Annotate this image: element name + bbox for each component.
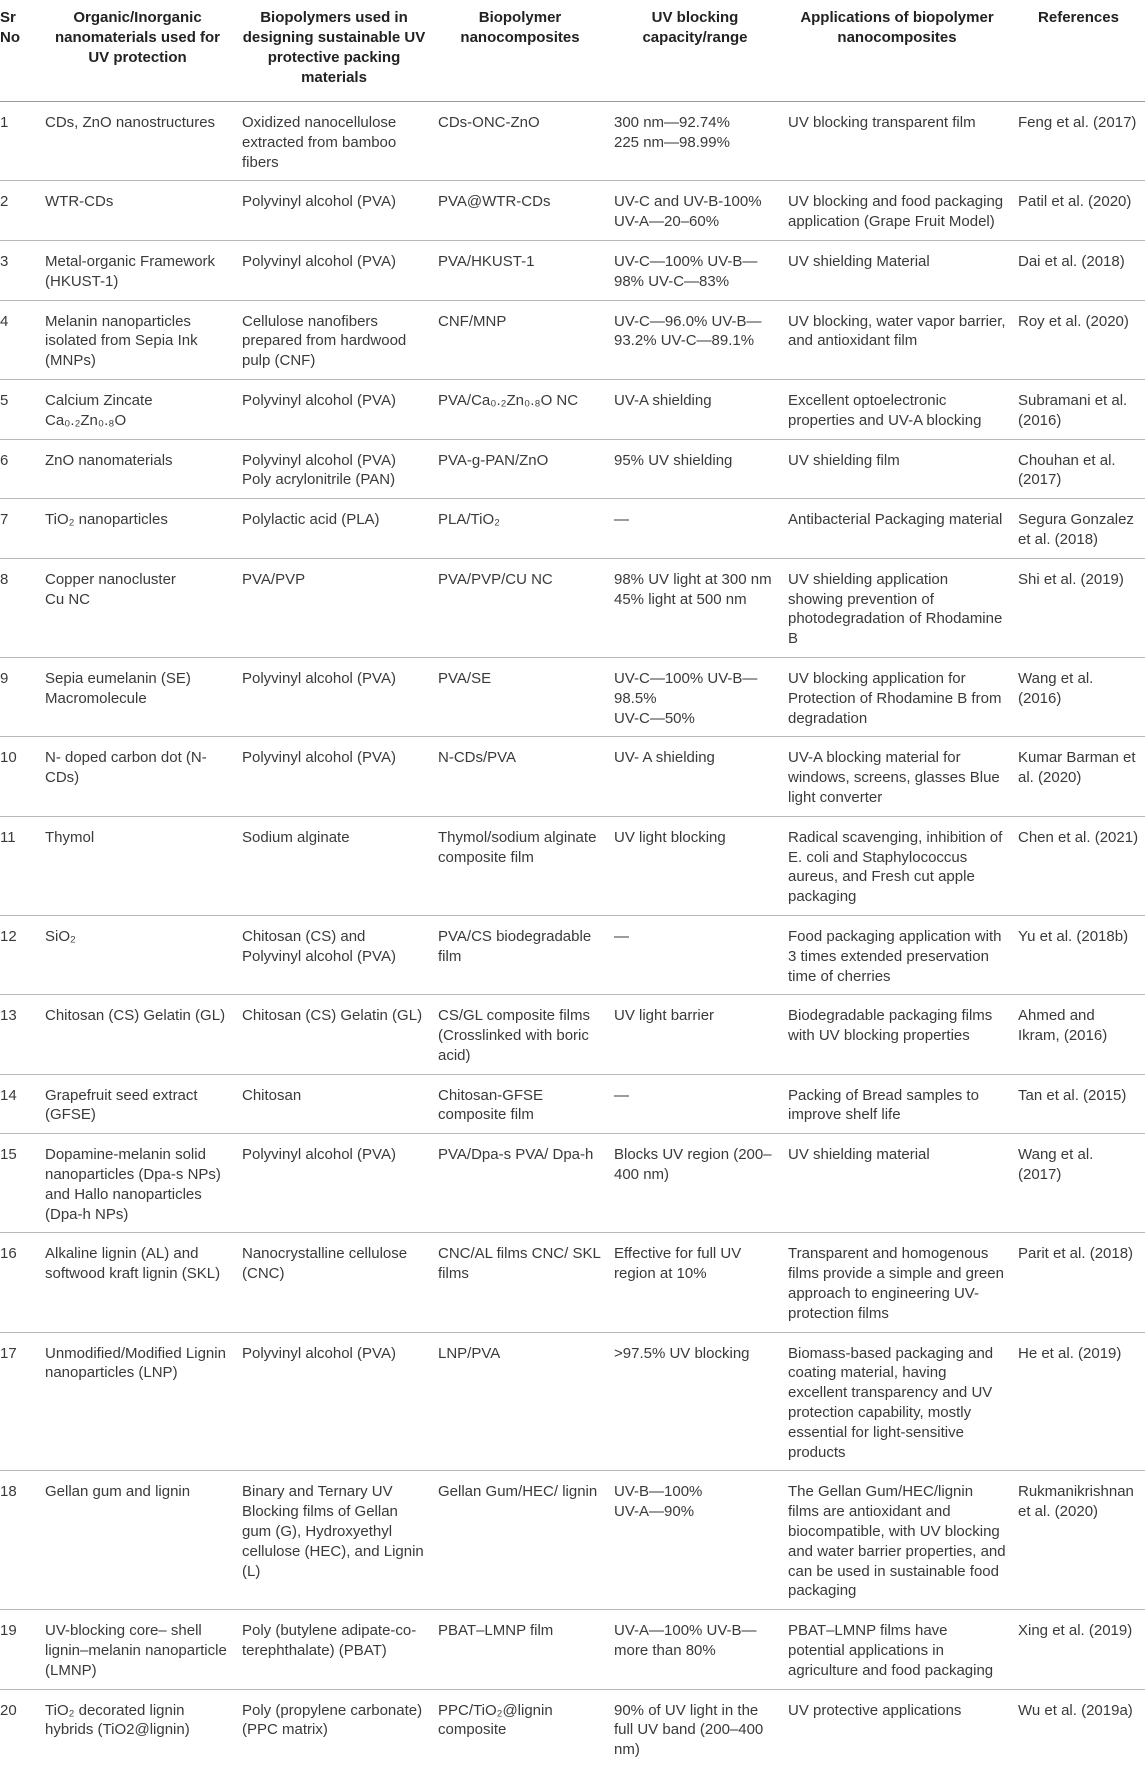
sr-no-cell: 9 [0, 657, 39, 736]
nanocomposite-cell: PVA/Ca₀.₂Zn₀.₈O NC [432, 379, 608, 439]
reference-cell: Xing et al. (2019) [1012, 1610, 1145, 1689]
sr-no-cell: 19 [0, 1610, 39, 1689]
nanocomposite-cell: Gellan Gum/HEC/ lignin [432, 1471, 608, 1610]
application-cell: Transparent and homogenous films provide a simple and green approach to engineering UV-protection films [782, 1233, 1012, 1332]
sr-no-cell: 18 [0, 1471, 39, 1610]
nanomaterial-cell: Sepia eumelanin (SE) Macromolecule [39, 657, 236, 736]
table-row [0, 300, 1145, 379]
uv-capacity-cell: — [608, 1074, 782, 1134]
nanomaterial-cell: Alkaline lignin (AL) and softwood kraft lignin (SKL) [39, 1233, 236, 1332]
header-applications: Applications of biopolymer nanocomposites [782, 0, 1012, 102]
application-cell: UV blocking transparent film [782, 102, 1012, 181]
application-cell: UV shielding Material [782, 240, 1012, 300]
nanomaterial-cell: Grapefruit seed extract (GFSE) [39, 1074, 236, 1134]
table-row [0, 1610, 1145, 1689]
table-row [0, 737, 1145, 816]
sr-no-cell: 14 [0, 1074, 39, 1134]
reference-cell: Ahmed and Ikram, (2016) [1012, 995, 1145, 1074]
uv-capacity-cell: UV-C—100% UV-B—98.5% UV-C—50% [608, 657, 782, 736]
nanocomposite-cell: PVA-g-PAN/ZnO [432, 439, 608, 499]
nanocomposite-cell: CS/GL composite films (Crosslinked with boric acid) [432, 995, 608, 1074]
reference-cell: Subramani et al. (2016) [1012, 379, 1145, 439]
sr-no-cell: 16 [0, 1233, 39, 1332]
table-row [0, 439, 1145, 499]
uv-capacity-cell: — [608, 499, 782, 559]
nanomaterial-cell: Calcium Zincate Ca₀.₂Zn₀.₈O [39, 379, 236, 439]
table-row [0, 1332, 1145, 1471]
sr-no-cell: 15 [0, 1134, 39, 1233]
reference-cell: Wu et al. (2019a) [1012, 1689, 1145, 1768]
sr-no-cell: 13 [0, 995, 39, 1074]
biopolymer-cell: Chitosan [236, 1074, 432, 1134]
header-biopolymers: Biopolymers used in designing sustainable UV protective packing materials [236, 0, 432, 102]
nanomaterial-cell: N- doped carbon dot (N-CDs) [39, 737, 236, 816]
sr-no-cell: 12 [0, 915, 39, 994]
sr-no-cell: 11 [0, 816, 39, 915]
nanomaterial-cell: Dopamine-melanin solid nanoparticles (Dpa-s NPs) and Hallo nanoparticles (Dpa-h NPs) [39, 1134, 236, 1233]
nanomaterial-cell: ZnO nanomaterials [39, 439, 236, 499]
uv-capacity-cell: — [608, 915, 782, 994]
nanomaterial-cell: Gellan gum and lignin [39, 1471, 236, 1610]
nanocomposite-cell: PLA/TiO₂ [432, 499, 608, 559]
sr-no-cell: 8 [0, 558, 39, 657]
nanomaterial-cell: Melanin nanoparticles isolated from Sepia Ink (MNPs) [39, 300, 236, 379]
table-row [0, 181, 1145, 241]
application-cell: UV blocking, water vapor barrier, and antioxidant film [782, 300, 1012, 379]
uv-capacity-cell: UV light blocking [608, 816, 782, 915]
biopolymer-cell: Cellulose nanofibers prepared from hardwood pulp (CNF) [236, 300, 432, 379]
table-row [0, 1074, 1145, 1134]
sr-no-cell: 20 [0, 1689, 39, 1768]
table-row [0, 1134, 1145, 1233]
header-references: References [1012, 0, 1145, 102]
reference-cell: Shi et al. (2019) [1012, 558, 1145, 657]
biopolymer-cell: Nanocrystalline cellulose (CNC) [236, 1233, 432, 1332]
reference-cell: Kumar Barman et al. (2020) [1012, 737, 1145, 816]
biopolymer-cell: Chitosan (CS) Gelatin (GL) [236, 995, 432, 1074]
sr-no-cell: 6 [0, 439, 39, 499]
nanomaterial-cell: Thymol [39, 816, 236, 915]
application-cell: UV blocking and food packaging application (Grape Fruit Model) [782, 181, 1012, 241]
table-row [0, 379, 1145, 439]
application-cell: UV shielding film [782, 439, 1012, 499]
nanocomposite-cell: CDs-ONC-ZnO [432, 102, 608, 181]
nanocomposite-cell: Thymol/sodium alginate composite film [432, 816, 608, 915]
reference-cell: Tan et al. (2015) [1012, 1074, 1145, 1134]
sr-no-cell: 10 [0, 737, 39, 816]
table-row [0, 558, 1145, 657]
biopolymer-cell: Polyvinyl alcohol (PVA) [236, 737, 432, 816]
reference-cell: He et al. (2019) [1012, 1332, 1145, 1471]
nanomaterial-cell: Copper nanocluster Cu NC [39, 558, 236, 657]
biopolymer-cell: Polyvinyl alcohol (PVA) [236, 240, 432, 300]
reference-cell: Wang et al. (2016) [1012, 657, 1145, 736]
uv-capacity-cell: UV light barrier [608, 995, 782, 1074]
biopolymer-cell: Binary and Ternary UV Blocking films of Gellan gum (G), Hydroxyethyl cellulose (HEC), and Lignin (L) [236, 1471, 432, 1610]
application-cell: UV-A blocking material for windows, screens, glasses Blue light converter [782, 737, 1012, 816]
sr-no-cell: 7 [0, 499, 39, 559]
uv-capacity-cell: UV-C—100% UV-B—98% UV-C—83% [608, 240, 782, 300]
reference-cell: Roy et al. (2020) [1012, 300, 1145, 379]
uv-capacity-cell: 95% UV shielding [608, 439, 782, 499]
uv-capacity-cell: 90% of UV light in the full UV band (200–400 nm) [608, 1689, 782, 1768]
table-row [0, 1471, 1145, 1610]
nanomaterial-cell: UV-blocking core– shell lignin–melanin nanoparticle (LMNP) [39, 1610, 236, 1689]
nanocomposite-cell: PVA/Dpa-s PVA/ Dpa-h [432, 1134, 608, 1233]
biopolymer-cell: Polyvinyl alcohol (PVA) [236, 1134, 432, 1233]
sr-no-cell: 4 [0, 300, 39, 379]
nanomaterial-cell: WTR-CDs [39, 181, 236, 241]
biopolymer-cell: Polyvinyl alcohol (PVA) [236, 181, 432, 241]
biopolymer-cell: Polylactic acid (PLA) [236, 499, 432, 559]
reference-cell: Feng et al. (2017) [1012, 102, 1145, 181]
application-cell: Radical scavenging, inhibition of E. coli and Staphylococcus aureus, and Fresh cut apple packaging [782, 816, 1012, 915]
nanomaterial-cell: TiO₂ decorated lignin hybrids (TiO2@lignin) [39, 1689, 236, 1768]
biopolymer-cell: Poly (propylene carbonate) (PPC matrix) [236, 1689, 432, 1768]
nanocomposite-cell: PVA/SE [432, 657, 608, 736]
biopolymer-cell: PVA/PVP [236, 558, 432, 657]
biopolymer-cell: Chitosan (CS) and Polyvinyl alcohol (PVA) [236, 915, 432, 994]
nanocomposite-cell: N-CDs/PVA [432, 737, 608, 816]
nanocomposite-cell: PVA@WTR-CDs [432, 181, 608, 241]
biopolymer-cell: Polyvinyl alcohol (PVA) [236, 379, 432, 439]
reference-cell: Patil et al. (2020) [1012, 181, 1145, 241]
nanomaterial-cell: Chitosan (CS) Gelatin (GL) [39, 995, 236, 1074]
table-header-row [0, 0, 1145, 102]
nanocomposite-cell: CNC/AL films CNC/ SKL films [432, 1233, 608, 1332]
application-cell: The Gellan Gum/HEC/lignin films are antioxidant and biocompatible, with UV blocking and water barrier properties, and can be used in sustainable food packaging [782, 1471, 1012, 1610]
nanocomposite-cell: CNF/MNP [432, 300, 608, 379]
header-nanocomposites: Biopolymer nanocomposites [432, 0, 608, 102]
biopolymer-cell: Oxidized nanocellulose extracted from bamboo fibers [236, 102, 432, 181]
nanomaterial-cell: SiO₂ [39, 915, 236, 994]
nanomaterial-cell: CDs, ZnO nanostructures [39, 102, 236, 181]
nanomaterial-cell: Metal-organic Framework (HKUST-1) [39, 240, 236, 300]
nanocomposite-cell: LNP/PVA [432, 1332, 608, 1471]
uv-capacity-cell: UV-C and UV-B-100% UV-A—20–60% [608, 181, 782, 241]
biopolymer-cell: Sodium alginate [236, 816, 432, 915]
uv-capacity-cell: Blocks UV region (200–400 nm) [608, 1134, 782, 1233]
sr-no-cell: 2 [0, 181, 39, 241]
application-cell: Biodegradable packaging films with UV blocking properties [782, 995, 1012, 1074]
application-cell: Biomass-based packaging and coating material, having excellent transparency and UV protection capability, mostly essential for light-sensitive products [782, 1332, 1012, 1471]
reference-cell: Parit et al. (2018) [1012, 1233, 1145, 1332]
uv-capacity-cell: 98% UV light at 300 nm 45% light at 500 nm [608, 558, 782, 657]
reference-cell: Chen et al. (2021) [1012, 816, 1145, 915]
header-sr-no: Sr No [0, 0, 39, 102]
table-row [0, 499, 1145, 559]
table-row [0, 1233, 1145, 1332]
reference-cell: Wang et al. (2017) [1012, 1134, 1145, 1233]
application-cell: UV shielding material [782, 1134, 1012, 1233]
nanocomposite-cell: Chitosan-GFSE composite film [432, 1074, 608, 1134]
nanocomposite-cell: PVA/CS biodegradable film [432, 915, 608, 994]
application-cell: UV blocking application for Protection of Rhodamine B from degradation [782, 657, 1012, 736]
sr-no-cell: 17 [0, 1332, 39, 1471]
uv-capacity-cell: UV-C—96.0% UV-B—93.2% UV-C—89.1% [608, 300, 782, 379]
table-row [0, 915, 1145, 994]
nanocomposite-cell: PBAT–LMNP film [432, 1610, 608, 1689]
sr-no-cell: 3 [0, 240, 39, 300]
reference-cell: Segura Gonzalez et al. (2018) [1012, 499, 1145, 559]
table-body [0, 102, 1145, 1768]
header-nanomaterials: Organic/Inorganic nanomaterials used for UV protection [39, 0, 236, 102]
nanomaterial-cell: TiO₂ nanoparticles [39, 499, 236, 559]
sr-no-cell: 5 [0, 379, 39, 439]
nanocomposite-cell: PPC/TiO₂@lignin composite [432, 1689, 608, 1768]
application-cell: Food packaging application with 3 times extended preservation time of cherries [782, 915, 1012, 994]
biopolymer-cell: Polyvinyl alcohol (PVA) Poly acrylonitrile (PAN) [236, 439, 432, 499]
uv-capacity-cell: UV-A—100% UV-B—more than 80% [608, 1610, 782, 1689]
nanocomposite-cell: PVA/PVP/CU NC [432, 558, 608, 657]
biopolymer-cell: Poly (butylene adipate-co-terephthalate) (PBAT) [236, 1610, 432, 1689]
uv-capacity-cell: >97.5% UV blocking [608, 1332, 782, 1471]
application-cell: UV protective applications [782, 1689, 1012, 1768]
nanocomposite-cell: PVA/HKUST-1 [432, 240, 608, 300]
uv-capacity-cell: UV- A shielding [608, 737, 782, 816]
application-cell: PBAT–LMNP films have potential applications in agriculture and food packaging [782, 1610, 1012, 1689]
application-cell: UV shielding application showing prevention of photodegradation of Rhodamine B [782, 558, 1012, 657]
table-row [0, 995, 1145, 1074]
nanomaterial-cell: Unmodified/Modified Lignin nanoparticles (LNP) [39, 1332, 236, 1471]
biopolymer-cell: Polyvinyl alcohol (PVA) [236, 657, 432, 736]
uv-capacity-cell: Effective for full UV region at 10% [608, 1233, 782, 1332]
application-cell: Excellent optoelectronic properties and UV-A blocking [782, 379, 1012, 439]
application-cell: Packing of Bread samples to improve shelf life [782, 1074, 1012, 1134]
biopolymer-cell: Polyvinyl alcohol (PVA) [236, 1332, 432, 1471]
table-row [0, 816, 1145, 915]
application-cell: Antibacterial Packaging material [782, 499, 1012, 559]
reference-cell: Rukmanikrishnan et al. (2020) [1012, 1471, 1145, 1610]
table-row [0, 102, 1145, 181]
reference-cell: Yu et al. (2018b) [1012, 915, 1145, 994]
reference-cell: Chouhan et al. (2017) [1012, 439, 1145, 499]
sr-no-cell: 1 [0, 102, 39, 181]
uv-capacity-cell: UV-A shielding [608, 379, 782, 439]
uv-capacity-cell: UV-B—100% UV-A—90% [608, 1471, 782, 1610]
table-row [0, 657, 1145, 736]
table-row [0, 240, 1145, 300]
table-row [0, 1689, 1145, 1768]
uv-capacity-cell: 300 nm—92.74% 225 nm—98.99% [608, 102, 782, 181]
reference-cell: Dai et al. (2018) [1012, 240, 1145, 300]
header-uv-capacity: UV blocking capacity/range [608, 0, 782, 102]
